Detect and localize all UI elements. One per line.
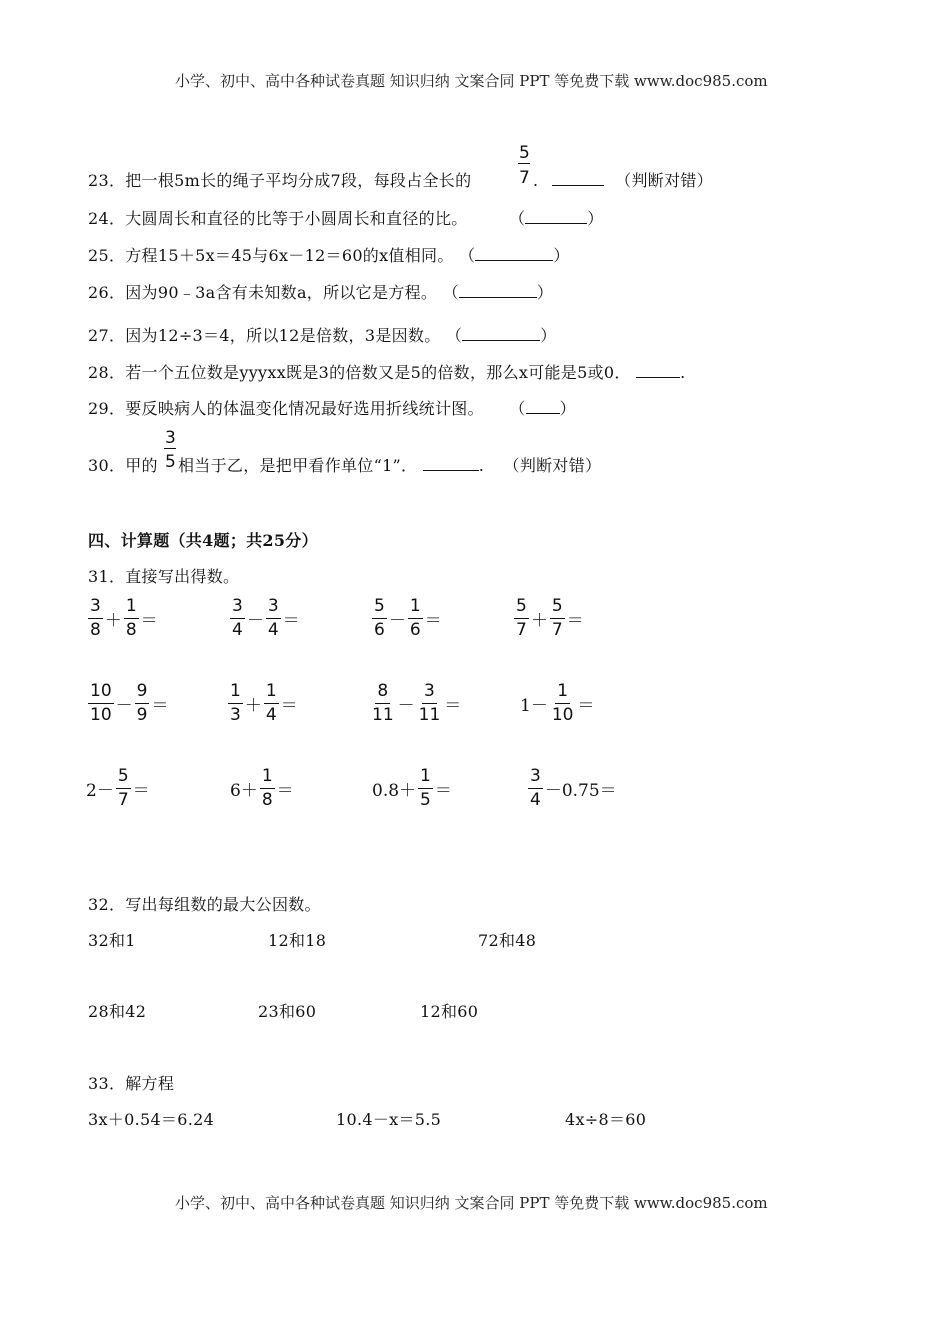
equals-sign: ＝ — [276, 781, 294, 801]
fraction-numerator: 5 — [514, 598, 529, 619]
q27-answer-blank[interactable] — [462, 326, 540, 341]
fraction-numerator: 3 — [422, 683, 437, 704]
question-29-text: 29．要反映病人的体温变化情况最好选用折线统计图。 — [88, 399, 484, 418]
gcd-item: 23和60 — [258, 1002, 317, 1021]
fraction-numerator: 1 — [418, 768, 433, 789]
question-26 — [88, 280, 553, 303]
fraction-denominator: 4 — [232, 620, 243, 640]
q25-open-paren: （ — [459, 246, 476, 265]
question-25 — [88, 243, 570, 266]
calc-item — [520, 683, 594, 724]
q29-close-paren: ） — [559, 399, 576, 418]
fraction-numerator: 10 — [88, 683, 114, 704]
gcd-item: 72和48 — [478, 931, 537, 950]
question-27 — [88, 323, 557, 346]
equals-sign: ＝ — [140, 611, 158, 631]
gcd-item: 12和18 — [268, 931, 327, 950]
fraction-denominator: 7 — [516, 620, 527, 640]
fraction-numerator: 9 — [135, 683, 150, 704]
fraction-numerator: 1 — [408, 598, 423, 619]
q23-tail — [533, 168, 713, 191]
q25-answer-blank[interactable] — [475, 246, 553, 261]
q23-fraction-denominator: 7 — [519, 168, 530, 188]
calc-item — [86, 683, 168, 724]
equals-sign: ＝ — [280, 696, 298, 716]
fraction-numerator: 5 — [550, 598, 565, 619]
operator: － — [246, 611, 264, 631]
q23-fraction-bar — [518, 163, 530, 164]
fraction-numerator: 5 — [372, 598, 387, 619]
question-28-text: 28．若一个五位数是yyyxx既是3的倍数又是5的倍数，那么x可能是5或0． — [88, 363, 631, 382]
q30-period: . — [478, 456, 485, 475]
fraction-denominator: 8 — [90, 620, 101, 640]
fraction-denominator: 8 — [125, 620, 137, 640]
question-33-title: 33．解方程 — [88, 1074, 175, 1093]
fraction — [228, 683, 243, 724]
equation-item: 10.4－x＝5.5 — [336, 1110, 442, 1129]
fraction — [417, 683, 443, 724]
q30-fraction-denominator: 5 — [165, 452, 176, 472]
equals-sign: ＝ — [444, 696, 462, 716]
equals-sign: ＝ — [424, 611, 442, 631]
operator: ＋ — [104, 611, 122, 631]
q30-answer-blank[interactable] — [423, 456, 479, 471]
fraction-numerator: 3 — [230, 598, 245, 619]
fraction — [372, 598, 387, 639]
fraction — [514, 598, 529, 639]
q28-answer-blank[interactable] — [636, 363, 680, 378]
fraction-denominator: 4 — [267, 620, 279, 640]
fraction-denominator: 8 — [261, 790, 273, 810]
question-28 — [88, 360, 685, 383]
question-31-title: 31．直接写出得数。 — [88, 567, 240, 586]
question-24 — [88, 206, 604, 229]
operator: － — [115, 696, 133, 716]
q23-fraction-numerator: 5 — [519, 143, 530, 163]
calc-item — [86, 768, 150, 809]
trailing-term: －0.75＝ — [544, 781, 617, 801]
leading-term: 2－ — [86, 781, 114, 801]
equals-sign: ＝ — [282, 611, 300, 631]
calc-item — [370, 598, 442, 639]
q24-close-paren: ） — [587, 209, 604, 228]
q30-fraction-bar — [164, 448, 176, 449]
gcd-item: 32和1 — [88, 931, 136, 950]
q30-fraction-numerator: 3 — [165, 428, 176, 448]
fraction-denominator: 3 — [230, 705, 241, 725]
fraction-numerator: 5 — [116, 768, 131, 789]
fraction-numerator: 1 — [555, 683, 570, 704]
fraction — [260, 768, 275, 809]
fraction-numerator: 3 — [266, 598, 281, 619]
q28-period: . — [680, 363, 686, 382]
leading-term: 6＋ — [230, 781, 258, 801]
page-header: 小学、初中、高中各种试卷真题 知识归纳 文案合同 PPT 等免费下载 www.doc985.com — [175, 72, 768, 90]
section-4-title: 四、计算题（共4题；共25分） — [88, 531, 318, 550]
fraction — [116, 768, 131, 809]
fraction-denominator: 4 — [265, 705, 277, 725]
q26-answer-blank[interactable] — [459, 283, 537, 298]
q23-period: . — [533, 171, 539, 190]
equals-sign: ＝ — [577, 696, 595, 716]
q24-answer-blank[interactable] — [525, 209, 587, 224]
fraction-denominator: 7 — [117, 790, 129, 810]
calc-item — [372, 768, 452, 809]
calc-item — [526, 768, 617, 809]
calc-item — [228, 598, 300, 639]
question-25-text: 25．方程15＋5x＝45与6x－12＝60的x值相同。 — [88, 246, 454, 265]
q30-suffix: （判断对错） — [503, 456, 602, 475]
operator: ＋ — [244, 696, 262, 716]
equals-sign: ＝ — [151, 696, 169, 716]
fraction — [264, 683, 279, 724]
fraction — [418, 768, 433, 809]
question-24-text: 24．大圆周长和直径的比等于小圆周长和直径的比。 — [88, 209, 468, 228]
fraction — [230, 598, 245, 639]
question-26-text: 26．因为90﹣3a含有未知数a，所以它是方程。 — [88, 283, 438, 302]
question-27-text: 27．因为12÷3＝4，所以12是倍数，3是因数。 — [88, 326, 441, 345]
q25-close-paren: ） — [553, 246, 570, 265]
fraction — [408, 598, 423, 639]
q26-open-paren: （ — [442, 283, 459, 302]
fraction — [88, 598, 103, 639]
q29-open-paren: （ — [509, 399, 526, 418]
fraction-denominator: 9 — [136, 705, 148, 725]
q23-answer-blank[interactable] — [552, 171, 604, 186]
calc-item — [230, 768, 294, 809]
fraction-denominator: 10 — [90, 705, 112, 725]
operator: － — [388, 611, 406, 631]
leading-term: 0.8＋ — [372, 781, 417, 801]
question-30-text: 相当于乙，是把甲看作单位“1”． — [178, 456, 418, 475]
fraction — [124, 598, 139, 639]
fraction — [135, 683, 150, 724]
fraction — [370, 683, 396, 724]
equals-sign: ＝ — [132, 781, 150, 801]
question-32-title: 32．写出每组数的最大公因数。 — [88, 895, 321, 914]
question-23 — [88, 168, 471, 191]
operator: － — [397, 696, 415, 716]
fraction-denominator: 6 — [374, 620, 385, 640]
fraction-numerator: 1 — [228, 683, 243, 704]
fraction — [266, 598, 281, 639]
question-30-prefix: 30．甲的 — [88, 456, 158, 475]
calc-item — [226, 683, 298, 724]
calc-item — [512, 598, 584, 639]
q27-open-paren: （ — [445, 326, 463, 345]
q26-close-paren: ） — [536, 283, 554, 302]
calc-item — [368, 683, 461, 724]
q27-close-paren: ） — [540, 326, 557, 345]
fraction-denominator: 7 — [551, 620, 563, 640]
equation-item: 4x÷8＝60 — [565, 1110, 647, 1129]
fraction — [528, 768, 543, 809]
fraction — [550, 598, 565, 639]
leading-term: 1－ — [520, 696, 548, 716]
q29-answer-blank[interactable] — [526, 399, 560, 414]
equals-sign: ＝ — [434, 781, 452, 801]
operator: ＋ — [530, 611, 548, 631]
q23-suffix: （判断对错） — [615, 171, 713, 190]
fraction-numerator: 8 — [375, 683, 390, 704]
fraction-denominator: 5 — [420, 790, 431, 810]
question-29 — [88, 396, 576, 419]
fraction-numerator: 3 — [528, 768, 543, 789]
calc-item — [86, 598, 158, 639]
fraction-denominator: 10 — [551, 705, 574, 725]
question-30 — [178, 453, 601, 476]
equals-sign: ＝ — [566, 611, 584, 631]
fraction-numerator: 1 — [264, 683, 279, 704]
gcd-item: 28和42 — [88, 1002, 147, 1021]
question-23-text: 23．把一根5m长的绳子平均分成7段，每段占全长的 — [88, 171, 472, 190]
fraction-denominator: 6 — [409, 620, 421, 640]
page-footer: 小学、初中、高中各种试卷真题 知识归纳 文案合同 PPT 等免费下载 www.doc985.com — [175, 1194, 768, 1212]
q24-open-paren: （ — [508, 209, 526, 228]
fraction-numerator: 3 — [88, 598, 103, 619]
fraction-numerator: 1 — [260, 768, 275, 789]
fraction-denominator: 4 — [530, 790, 541, 810]
fraction — [550, 683, 576, 724]
fraction-numerator: 1 — [124, 598, 139, 619]
fraction-denominator: 11 — [372, 705, 394, 725]
fraction — [88, 683, 114, 724]
gcd-item: 12和60 — [420, 1002, 479, 1021]
equation-item: 3x＋0.54＝6.24 — [88, 1110, 215, 1129]
fraction-denominator: 11 — [418, 705, 441, 725]
